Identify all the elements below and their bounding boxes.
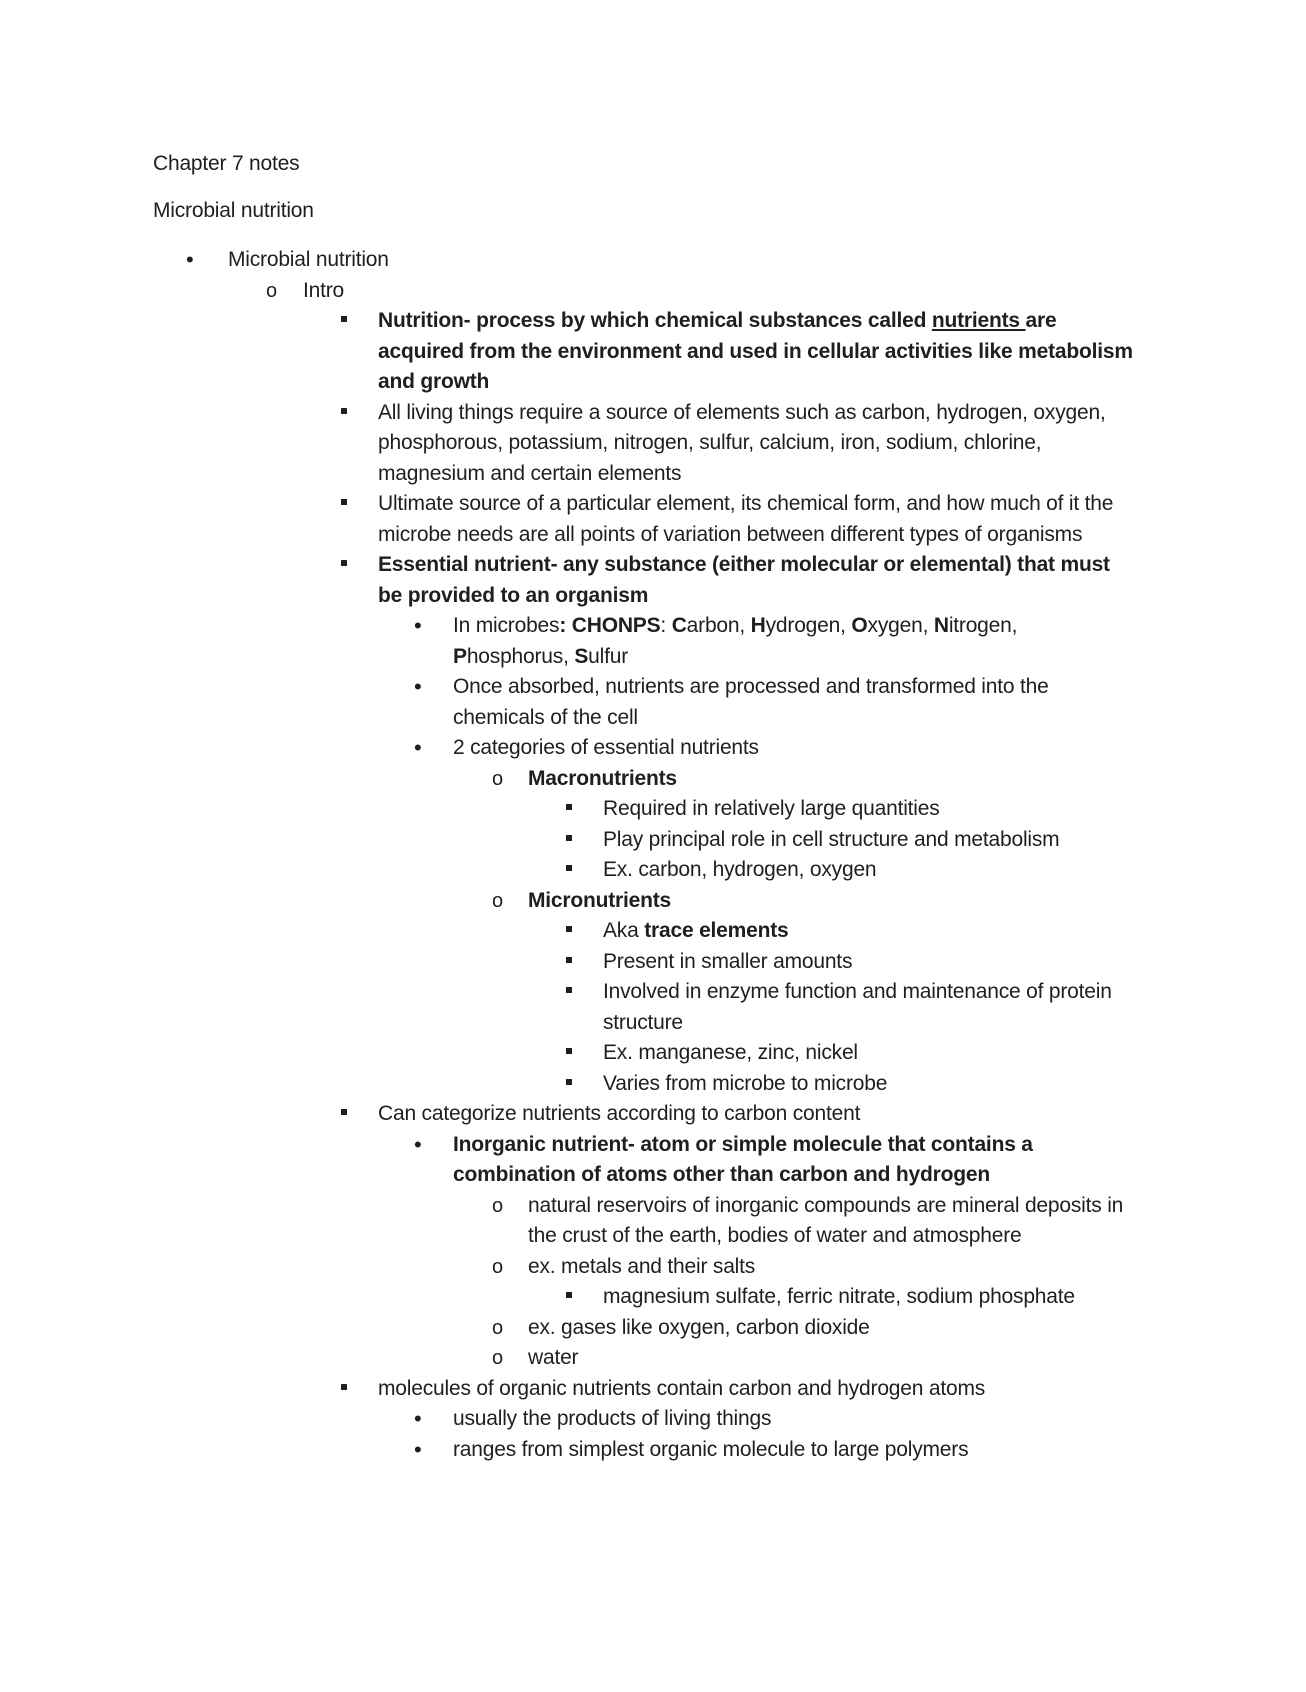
text-run: ulfur <box>588 644 629 668</box>
list-item <box>0 245 1306 1465</box>
text-run: are acquired from the environment and used in cellular activities like metabolism and growth <box>378 309 1133 393</box>
list-item-text: ex. metals and their salts <box>528 1254 756 1278</box>
bullet-square-icon <box>341 1374 347 1405</box>
list-item-text: Micronutrients <box>528 888 672 912</box>
bullet-circle-icon <box>492 1252 503 1283</box>
list-item <box>0 1404 1306 1435</box>
list-item-text: magnesium sulfate, ferric nitrate, sodium phosphate <box>603 1285 1075 1308</box>
list-item <box>0 886 1306 1100</box>
bullet-circle-icon <box>492 764 503 795</box>
list-item <box>0 1374 1306 1466</box>
bullet-circle-icon <box>492 1191 503 1222</box>
bullet-square-icon <box>341 489 347 520</box>
bullet-disc-icon <box>186 245 194 277</box>
outline-level-6 <box>0 916 1306 1099</box>
list-item <box>0 1069 1306 1100</box>
list-item-text: Intro <box>303 278 345 302</box>
list-item-text: Varies from microbe to microbe <box>603 1071 888 1095</box>
list-item <box>0 1252 1306 1313</box>
list-item-text: Macronutrients <box>528 766 677 790</box>
bullet-disc-icon <box>414 1404 422 1436</box>
list-item-text: Once absorbed, nutrients are processed and transformed into the chemicals of the cell <box>453 675 1049 729</box>
list-item-text <box>378 306 1135 398</box>
outline-level-6 <box>0 1282 1306 1313</box>
bullet-square-icon <box>566 1282 572 1313</box>
bullet-square-icon <box>566 947 572 978</box>
list-item-text: ranges from simplest organic molecule to large polymers <box>453 1437 969 1461</box>
outline-level-5 <box>0 764 1306 1100</box>
bullet-circle-icon <box>492 1313 503 1344</box>
list-item-text: water <box>528 1346 579 1369</box>
list-item-text: Microbial nutrition <box>228 248 389 271</box>
outline-level-1 <box>0 245 1306 1465</box>
document-subtitle: Microbial nutrition <box>153 199 314 222</box>
list-item <box>0 733 1306 1099</box>
text-run: N <box>933 614 949 637</box>
bullet-square-icon <box>341 550 347 581</box>
list-item <box>0 977 1306 1038</box>
text-run: S <box>574 644 589 668</box>
outline-level-2 <box>0 276 1306 1466</box>
list-item-text: Play principal role in cell structure and metabolism <box>603 827 1060 851</box>
bullet-disc-icon <box>414 672 422 704</box>
list-item-text: Can categorize nutrients according to carbon content <box>378 1102 861 1125</box>
bullet-disc-icon <box>414 611 422 643</box>
list-item <box>0 276 1306 1466</box>
list-item <box>0 611 1306 672</box>
list-item <box>0 794 1306 825</box>
text-run: C <box>671 614 687 637</box>
bullet-square-icon <box>566 825 572 856</box>
outline-level-4 <box>0 1404 1306 1465</box>
bullet-circle-icon <box>492 886 503 917</box>
list-item-text: Inorganic nutrient- atom or simple molecule that contains a combination of atoms other than carbon and hydrogen <box>453 1132 1033 1186</box>
list-item <box>0 1130 1306 1374</box>
text-run: H <box>750 614 766 637</box>
list-item <box>0 855 1306 886</box>
list-item <box>0 1313 1306 1344</box>
outline-level-3 <box>0 306 1306 1465</box>
list-item <box>0 672 1306 733</box>
list-item <box>0 1282 1306 1313</box>
bullet-square-icon <box>566 1069 572 1100</box>
list-item-text: Involved in enzyme function and maintenance of protein structure <box>603 980 1112 1034</box>
list-item-text: molecules of organic nutrients contain carbon and hydrogen atoms <box>378 1376 986 1400</box>
text-run: itrogen, <box>948 614 1018 637</box>
text-run: hosphorus, <box>466 644 575 668</box>
bullet-square-icon <box>341 398 347 429</box>
list-item <box>0 1099 1306 1374</box>
list-item <box>0 550 1306 1099</box>
text-run: : <box>660 614 672 637</box>
bullet-disc-icon <box>414 733 422 765</box>
text-run: O <box>851 614 868 637</box>
outline-level-6 <box>0 794 1306 886</box>
bullet-square-icon <box>566 794 572 825</box>
text-run: nutrients <box>931 309 1026 332</box>
text-run: P <box>453 644 467 668</box>
list-item <box>0 764 1306 886</box>
outline-level-5 <box>0 1191 1306 1374</box>
bullet-circle-icon <box>492 1343 503 1374</box>
text-run: Aka <box>603 919 645 942</box>
list-item-text <box>603 916 1135 947</box>
list-item-text: Required in relatively large quantities <box>603 797 940 820</box>
list-item-text <box>453 611 1135 672</box>
list-item <box>0 489 1306 550</box>
list-item-text: Ex. carbon, hydrogen, oxygen <box>603 858 877 881</box>
list-item <box>0 1435 1306 1466</box>
list-item <box>0 398 1306 490</box>
bullet-square-icon <box>566 1038 572 1069</box>
bullet-square-icon <box>341 306 347 337</box>
list-item-text: Ultimate source of a particular element, its chemical form, and how much of it the microbe needs are all points of variation between different types of organisms <box>378 492 1114 546</box>
list-item-text: ex. gases like oxygen, carbon dioxide <box>528 1315 870 1339</box>
outline-level-4 <box>0 611 1306 1099</box>
document-title: Chapter 7 notes <box>153 152 300 175</box>
list-item <box>0 947 1306 978</box>
list-item-text: natural reservoirs of inorganic compounds are mineral deposits in the crust of the earth, bodies of water and atmosphere <box>528 1193 1124 1247</box>
text-run: Nutrition- process by which chemical substances called <box>378 309 932 332</box>
text-run: xygen, <box>867 614 934 637</box>
list-item <box>0 1343 1306 1374</box>
list-item-text: All living things require a source of elements such as carbon, hydrogen, oxygen, phosphorous, potassium, nitrogen, sulfur, calcium, iron, sodium, chlorine, magnesium and certain elements <box>378 400 1106 485</box>
text-run: arbon, <box>686 614 751 637</box>
bullet-disc-icon <box>414 1435 422 1467</box>
bullet-square-icon <box>341 1099 347 1130</box>
outline-level-4 <box>0 1130 1306 1374</box>
bullet-square-icon <box>566 855 572 886</box>
list-item <box>0 825 1306 856</box>
list-item-text: Ex. manganese, zinc, nickel <box>603 1041 858 1064</box>
list-item-text: usually the products of living things <box>453 1407 772 1430</box>
list-item-text: Essential nutrient- any substance (either molecular or elemental) that must be provided to an organism <box>378 553 1110 607</box>
text-run: : CHONPS <box>559 614 661 637</box>
bullet-square-icon <box>566 977 572 1008</box>
list-item <box>0 306 1306 398</box>
text-run: trace elements <box>644 919 789 942</box>
bullet-disc-icon <box>414 1130 422 1162</box>
bullet-square-icon <box>566 916 572 947</box>
list-item <box>0 1191 1306 1252</box>
list-item <box>0 1038 1306 1069</box>
notes-outline <box>0 245 1306 1465</box>
bullet-circle-icon <box>266 276 277 307</box>
list-item <box>0 916 1306 947</box>
text-run: ydrogen, <box>765 614 852 637</box>
list-item-text: Present in smaller amounts <box>603 949 853 973</box>
list-item-text: 2 categories of essential nutrients <box>453 736 759 759</box>
text-run: In microbes <box>453 614 560 637</box>
